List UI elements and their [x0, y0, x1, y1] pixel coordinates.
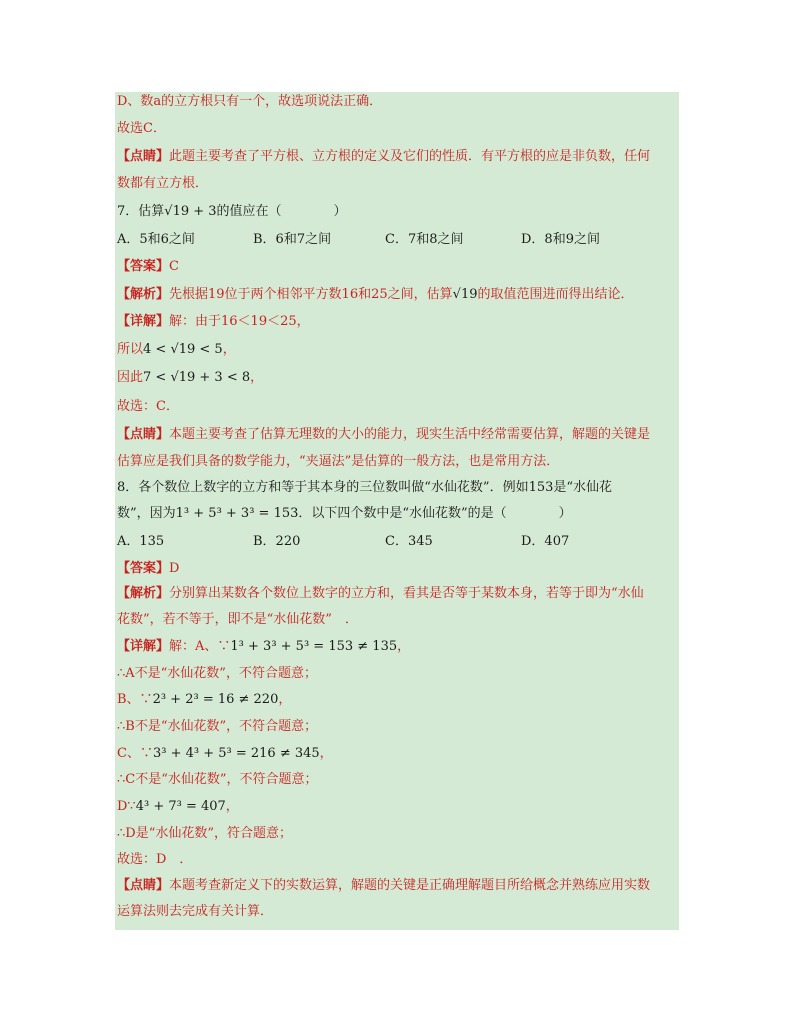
detail-tag: 【详解】 [117, 314, 170, 329]
text-line: ∴C不是“水仙花数”，不符合题意； [117, 772, 318, 787]
math-expression: √19 + 3 [164, 204, 217, 219]
question-8: 8．各个数位上数字的立方和等于其本身的三位数叫做“水仙花数”．例如153是“水仙花 [117, 480, 613, 495]
math-expression: 3³ + 4³ + 5³ = 216 ≠ 345 [152, 746, 320, 761]
option-c: C．345 [385, 534, 433, 549]
answer-value: C [169, 259, 179, 274]
detail-line [117, 795, 679, 819]
text-line: ∴A不是“水仙花数”，不符合题意； [117, 666, 317, 681]
detail-line [117, 366, 679, 390]
detail-text: C、∵ [117, 746, 153, 761]
text-line: 故选：C． [117, 399, 179, 414]
text-line: 花数”，若不等于，即不是“水仙花数” ． [117, 612, 358, 627]
comment-text: 本题考查新定义下的实数运算，解题的关键是正确理解题目所给概念并熟练应用实数 [169, 878, 651, 893]
analysis-text: 先根据19位于两个相邻平方数16和25之间，估算 [169, 287, 453, 302]
detail-text: ， [319, 746, 333, 761]
math-expression: 1³ + 5³ + 3³ = 153 [175, 506, 299, 521]
question-8-line2 [117, 502, 679, 526]
analysis-tag: 【解析】 [117, 586, 170, 601]
question-7 [117, 200, 679, 224]
text-line: 数都有立方根． [117, 176, 209, 191]
math-expression: √19 [452, 287, 478, 302]
question-text: ．以下四个数中是“水仙花数”的是（ ） [298, 506, 572, 521]
comment-text: 本题主要考查了估算无理数的大小的能力，现实生活中经常需要估算，解题的关键是 [169, 427, 651, 442]
text-line: 故选C． [117, 121, 166, 136]
question-text: 数”，因为 [117, 506, 176, 521]
math-expression: 4 < √19 < 5 [143, 342, 223, 357]
option-b: B．220 [253, 534, 301, 549]
text-line: ∴D是“水仙花数”，符合题意； [117, 826, 292, 841]
comment-tag: 【点睛】 [117, 149, 170, 164]
answer-line [117, 557, 679, 581]
math-expression: 7 < √19 + 3 < 8 [143, 370, 251, 385]
option-c: C．7和8之间 [385, 232, 464, 247]
answer-value: D [169, 561, 180, 576]
math-expression: 2³ + 2³ = 16 ≠ 220 [152, 692, 279, 707]
detail-text: 解：A、∵ [169, 639, 231, 654]
analysis-line [117, 283, 679, 307]
option-a: A．5和6之间 [117, 232, 195, 247]
detail-line [117, 338, 679, 362]
text-line: 故选：D ． [117, 852, 193, 867]
detail-text: ， [225, 799, 239, 814]
detail-text: B、∵ [117, 692, 153, 707]
detail-line [117, 688, 679, 712]
question-text: 的值应在（ ） [216, 204, 347, 219]
text-line: ∴B不是“水仙花数”，不符合题意； [117, 719, 318, 734]
comment-line [117, 423, 679, 447]
comment-text: 此题主要考查了平方根、立方根的定义及它们的性质．有平方根的应是非负数，任何 [169, 149, 651, 164]
question-8-options [117, 530, 679, 554]
comment-tag: 【点睛】 [117, 878, 170, 893]
analysis-text: 的取值范围进而得出结论． [477, 287, 634, 302]
analysis-text: 分别算出某数各个数位上数字的立方和，看其是否等于某数本身，若等于即为“水仙 [169, 586, 644, 601]
text-line: 估算应是我们具备的数学能力，“夹逼法”是估算的一般方法，也是常用方法． [117, 454, 560, 469]
detail-text: 因此 [117, 370, 144, 385]
answer-tag: 【答案】 [117, 259, 170, 274]
text-line: D、数a的立方根只有一个，故选项说法正确． [117, 94, 383, 109]
math-expression: 1³ + 3³ + 5³ = 153 ≠ 135 [230, 639, 398, 654]
detail-tag: 【详解】 [117, 639, 170, 654]
option-d: D．407 [521, 534, 570, 549]
text-line: 运算法则去完成有关计算． [117, 904, 274, 919]
analysis-line [117, 582, 679, 606]
option-a: A．135 [117, 534, 165, 549]
detail-text: D∵ [117, 799, 136, 814]
detail-text: 所以 [117, 342, 144, 357]
detail-line [117, 310, 679, 334]
option-d: D．8和9之间 [521, 232, 600, 247]
comment-line [117, 145, 679, 169]
detail-text: 解：由于16＜19＜25， [169, 314, 310, 329]
detail-line [117, 742, 679, 766]
analysis-tag: 【解析】 [117, 287, 170, 302]
question-7-options [117, 228, 679, 252]
math-expression: 4³ + 7³ = 407 [135, 799, 226, 814]
detail-text: ， [278, 692, 292, 707]
detail-text: ， [397, 639, 411, 654]
detail-text: ， [250, 370, 264, 385]
question-number: 7．估算 [117, 204, 165, 219]
answer-line [117, 255, 679, 279]
detail-line [117, 635, 679, 659]
comment-tag: 【点睛】 [117, 427, 170, 442]
option-b: B．6和7之间 [253, 232, 332, 247]
detail-text: ， [222, 342, 236, 357]
answer-tag: 【答案】 [117, 561, 170, 576]
comment-line [117, 874, 679, 898]
